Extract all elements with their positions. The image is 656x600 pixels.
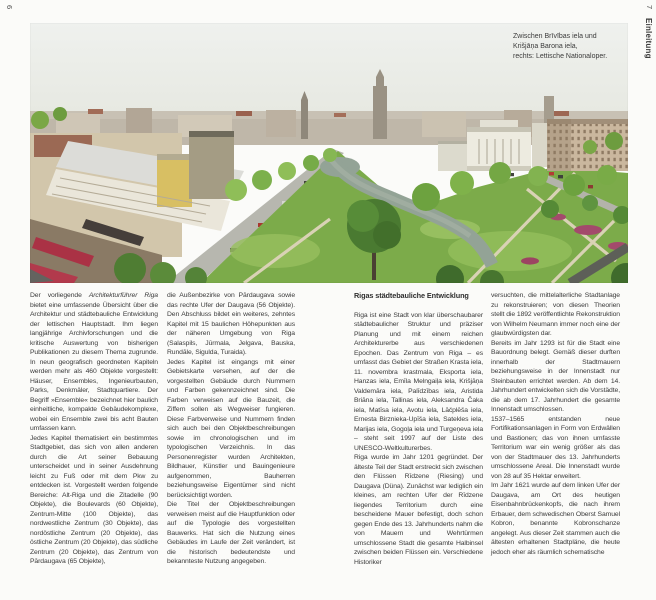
page-number-left: 6: [5, 5, 14, 10]
text-column-4: [491, 291, 620, 557]
section-label: Einleitung: [644, 18, 653, 59]
section-heading: Rigas städtebauliche Entwicklung: [354, 291, 469, 300]
text-column-1: [30, 291, 158, 567]
paragraph: Jedes Kapitel thematisiert ein bestimmtes Stadtgebiet, das sich von allen anderen durch die Art seiner Bebauung unterscheidet und in seiner Ausdehnung leicht zu Fuß oder mit dem Pkw zu entdecken ist. Vorgestellt werden folgende Bereiche: Alt-Riga und die Zitadelle (90 Objekte), die Boulevards (60 Objekte), Zentrum-Mitte (100 Objekte), das nordwestliche Zentrum (30 Objekte), das nordöstliche Zentrum (20 Objekte), das östliche Zentrum (20 Objekte), das südliche Zentrum (20 Objekte), das Zentrum von Pārdaugava (65 Objekte),: [30, 434, 158, 565]
caption-line-2: Krišjāņa Barona iela,: [513, 43, 578, 50]
paragraph: Bereits im Jahr 1293 ist für die Stadt eine Bauordnung belegt. Gemäß dieser durften innerhalb der Stadtmauern beziehungsweise in der Innenstadt nur Steinbauten errichtet werden. Ab dem 14. Jahrhundert entwickelten sich die Vorstädte, die ab dem 17. Jahrhundert die gesamte Innenstadt umschlossen.: [491, 339, 620, 413]
paragraph: Die Titel der Objektbeschreibungen verweisen meist auf die Hauptfunktion oder auf die Typologie des vorgestellten Bauwerks. Hat sich die Nutzung eines Gebäudes im Laufe der Zeit verändert, ist die historisch bedeutendste und bekannteste Nutzung angegeben.: [167, 501, 295, 565]
intro-before: Der vorliegende: [30, 292, 89, 299]
text-column-2: [167, 291, 295, 567]
intro-after: bietet eine umfassende Übersicht über die Architektur und städtebauliche Entwicklung der lettischen Hauptstadt. Ihm liegen langjährige Archivforschungen und die kritische Auswertung von bisherigen Publikationen zu diesem Thema zugrunde. In neun geografisch geordneten Kapiteln werden mehr als 460 Objekte vorgestellt: Häuser, Ensembles, Ingenieurbauten, Parks, Denkmäler, Stadtquartiere. Der Begriff »Ensemble« bezeichnet hier baulich einheitliche, kompakte Gebäudekomplexe, wobei ein Ensemble zwei bis acht Bauten umfassen kann.: [30, 301, 158, 432]
paragraph: Riga wurde im Jahr 1201 gegründet. Der älteste Teil der Stadt erstreckt sich zwischen den Flüssen Rīdzene (Riesing) und Daugava (Düna). Zunächst war lediglich ein kleines, am rechten Ufer der Rīdzene liegendes Territorium durch eine bescheidene Mauer befestigt, doch schon gegen Ende des 13. Jahrhunderts nahm die von Mauern und Wehrtürmen umschlossene Stadt die gesamte Halbinsel zwischen beiden Flüssen ein. Verschiedene Historiker: [354, 454, 483, 566]
paragraph: Im Jahr 1621 wurde auf dem linken Ufer der Daugava, am Ort des heutigen Eisenbahnbrückenkopfs, die nach ihrem Erbauer, dem schwedischen Oberst Samuel Kobron, benannte Kobronschanze angelegt. Aus dieser Zeit stammen auch die ältesten erhaltenen Stadtpläne, die heute jedoch eher als räumlich schematische: [491, 482, 620, 556]
caption-line-1: Zwischen Brīvības iela und: [513, 33, 597, 40]
right-edge-labels: [644, 5, 654, 59]
text-column-3: [354, 291, 483, 567]
aerial-photo: [30, 23, 628, 283]
book-title-italic: Architekturführer Riga: [88, 292, 158, 299]
page-number-right: 7: [645, 5, 654, 10]
paragraph: Riga ist eine Stadt von klar überschaubarer städtebaulicher Struktur und präziser Planung und mit einem reichen Architekturerbe aus verschiedenen Epochen. Das Zentrum von Riga – es umfasst das Gebiet der Straßen Krasta iela, 11. novembra krastmala, Eksporta iela, Hanzas iela, Emīla Melngaiļa iela, Krišjāņa Valdemāra iela, Palīdzības iela, Aristida Briāna iela, Tallinas iela, Aleksandra Čaka iela, Matīsa iela, Avotu iela, Lāčplēša iela, Ernesta Birznieka-Upīša iela, Satekles iela, Marijas iela, Gogoļa iela und Turgeņeva iela – steht seit 1997 auf der Liste des UNESCO-Weltkulturerbes.: [354, 311, 483, 452]
paragraph: versuchten, die mittelalterliche Stadtanlage zu rekonstruieren; von diesen Theorien stellt die 1892 veröffentlichte Rekonstruktion von Wilhelm Neumann immer noch eine der glaubwürdigsten dar.: [491, 292, 620, 337]
caption-line-3: rechts: Lettische Nationaloper.: [513, 53, 608, 60]
paragraph-intro: [30, 291, 158, 434]
paragraph: Jedes Kapitel ist eingangs mit einer Gebietskarte versehen, auf der die vorgestellten Gebäude durch Nummern und Farben gekennzeichnet sind. Die Farben verweisen auf die Bauzeit, die Ziffern sollen als Wegweiser fungieren. Diese Farbverweise und Nummern finden sich auch bei den Objektbeschreibungen sowie im chronologischen und im typologischen Verzeichnis. In das Personenregister wurden Architekten, Bildhauer, Künstler und Bauingenieure aufgenommen, Bauherren beziehungsweise Eigentümer sind nicht berücksichtigt worden.: [167, 358, 295, 499]
riga-cityscape-illustration: [30, 23, 628, 283]
paragraph: die Außenbezirke von Pārdaugava sowie das rechte Ufer der Daugava (56 Objekte). Den Abschluss bildet ein weiteres, zehntes Kapitel mit 15 baulichen Höhepunkten aus der näheren Umgebung von Riga (Salaspils, Jūrmala, Jelgava, Bauska, Rundāle, Sigulda, Turaida).: [167, 292, 295, 356]
photo-caption: [513, 32, 623, 62]
paragraph: 1537–1565 entstanden neue Fortifikationsanlagen in Form von Erdwällen und Bastionen; das von ihnen umfasste Territorium war ein wenig größer als das von der Stadtmauer des 13. Jahrhunderts umschlossene Areal. Die Innenstadt wurde von 28 auf 35 Hektar erweitert.: [491, 415, 620, 480]
